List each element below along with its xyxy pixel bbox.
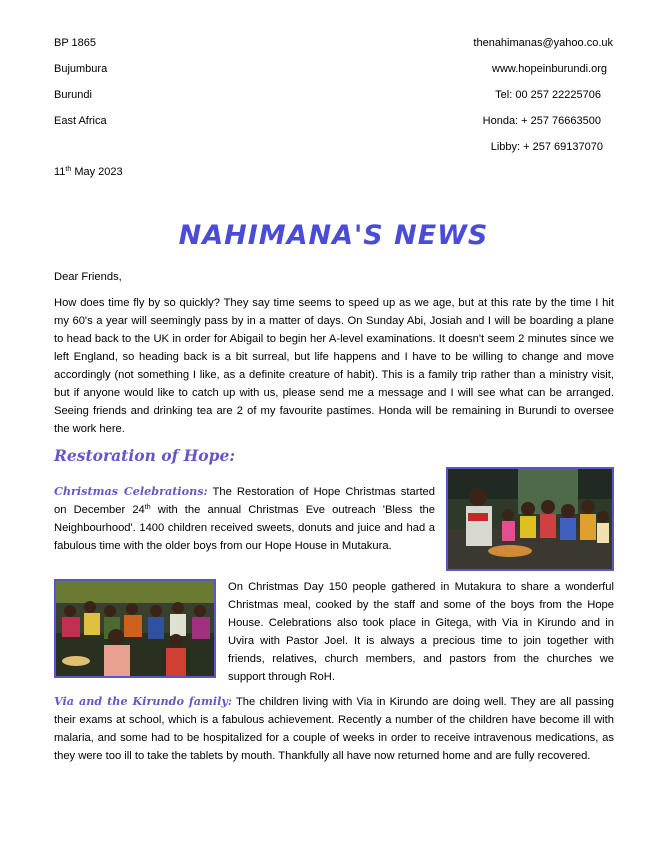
christmas-day-paragraph: On Christmas Day 150 people gathered in Mutakura to share a wonderful Christmas meal, cooked by the staff and some of the boys from the Hope House. Celebrations also took place in Gitega, with Via in Kirundo and in Uvira with Pastor Joel. It is always a precious time to join together with friends, relatives, church members, and pastors from the churches we support through RoH. [228,581,614,683]
photo-christmas-meal [54,579,216,678]
greeting: Dear Friends, [54,271,122,283]
contact-libby: Libby: + 257 69137070 [490,141,603,153]
christmas-text-a: The Restoration of Hope Christmas started on December 24 [54,486,435,516]
newsletter-title: NAHIMANA'S NEWS [178,220,489,251]
date-day: 11 [54,166,66,178]
contact-tel: Tel: 00 257 22225706 [495,89,601,101]
date-rest: May 2023 [71,166,123,178]
via-heading: Via and the Kirundo family: [54,694,232,708]
sender-line-2: Bujumbura [54,63,108,75]
sender-line-3: Burundi [54,89,92,101]
sender-line-4: East Africa [54,115,107,127]
christmas-paragraph [54,482,435,555]
section-heading: Restoration of Hope: [54,446,236,465]
via-paragraph [54,692,614,765]
letter-date [54,166,123,178]
meal-photo-image [56,581,214,676]
photo-christmas-outreach [446,467,614,571]
sender-line-1: BP 1865 [54,37,97,49]
intro-paragraph: How does time fly by so quickly? They say time seems to speed up as we age, but at this rate by the time I hit my 60's a year will seemingly pass by in a matter of days. On Sunday Abi, Josiah and I will be boarding a plane to head back to the UK in order for Abigail to begin her A-level examinations. It doesn't seem 2 minutes since we left England, so heading back is a bit surreal, but life happens and I have to be willing to change and move accordingly (not something I like, as a definite creature of habit). This is a family trip rather than a ministry visit, but if anyone would like to catch up with us, please send me a message and I will see what can be arranged. Seeing friends and drinking tea are 2 of my favourite pastimes. Honda will be remaining in Burundi to oversee the work here. [54,297,614,435]
date-suffix: th [65,166,72,173]
contact-honda: Honda: + 257 76663500 [482,115,601,127]
via-text: The children living with Via in Kirundo are doing well. They are all passing their exams at school, which is a fabulous achievement. Recently a number of the children have become ill with malaria, and some had to be hospitalized for a couple of weeks in order to receive intravenous medications, as they were too ill to take the tablets by mouth. Thankfully all have now returned home and are fully recovered. [54,696,614,762]
outreach-photo-image [448,469,612,569]
contact-website[interactable]: www.hopeinburundi.org [492,63,607,75]
christmas-text-b: with the annual Christmas Eve outreach 'Bless the Neighbourhood'. 1400 children received sweets, donuts and juice and had a fabulous time with the older boys from our Hope House in Mutakura. [54,504,435,552]
contact-email[interactable]: thenahimanas@yahoo.co.uk [473,37,613,49]
christmas-heading: Christmas Celebrations: [54,484,208,498]
christmas-sup: th [144,504,151,511]
